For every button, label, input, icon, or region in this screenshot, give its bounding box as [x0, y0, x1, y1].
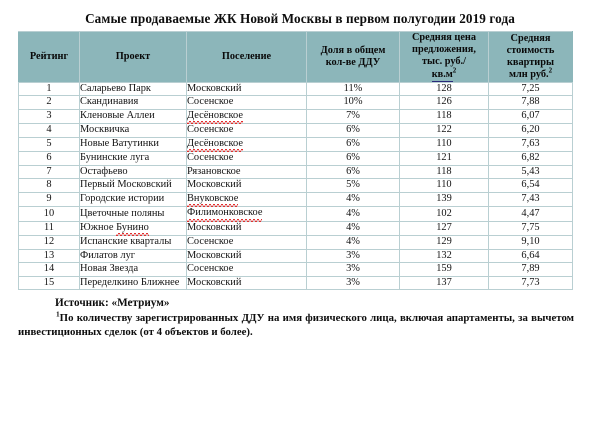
cell-project: Южное Бунино: [80, 221, 187, 235]
cell-settlement: Сосенское: [187, 236, 307, 249]
spellcheck-underline: Филимонковское: [187, 207, 262, 220]
cell-average-price: 102: [400, 207, 489, 221]
table-header-row: [19, 32, 573, 83]
cell-average-cost: 7,43: [489, 192, 573, 206]
cell-settlement: Московский: [187, 221, 307, 235]
cell-average-price: 137: [400, 276, 489, 289]
cell-rank: 1: [19, 82, 80, 95]
table-row: [19, 276, 573, 289]
cell-average-price: 121: [400, 152, 489, 165]
footnote: [0, 311, 600, 339]
cell-share: 5%: [307, 179, 400, 192]
cell-project: Бунинские луга: [80, 152, 187, 165]
cell-project: Цветочные поляны: [80, 207, 187, 221]
cell-share: 6%: [307, 165, 400, 178]
table-head: [19, 32, 573, 83]
cell-project: Первый Московский: [80, 179, 187, 192]
cell-settlement: [187, 192, 307, 206]
cell-share: 11%: [307, 82, 400, 95]
cell-settlement: Сосенское: [187, 96, 307, 109]
cell-settlement: Московский: [187, 179, 307, 192]
cell-average-price: 122: [400, 124, 489, 137]
cell-project: Городские истории: [80, 192, 187, 206]
price-header-line2: предложения,: [412, 44, 476, 56]
table-body: [19, 82, 573, 289]
table-row: [19, 124, 573, 137]
table-row: [19, 263, 573, 276]
cell-average-price: 159: [400, 263, 489, 276]
share-header-line2: кол-ве ДДУ: [325, 56, 381, 68]
cell-settlement: Сосенское: [187, 263, 307, 276]
cell-share: 7%: [307, 109, 400, 123]
cell-rank: 7: [19, 165, 80, 178]
cost-header-superscript: 2: [548, 66, 553, 75]
table-row: [19, 82, 573, 95]
spellcheck-underline: Десёновское: [187, 110, 243, 123]
rankings-table: [18, 31, 573, 290]
cell-share: 3%: [307, 263, 400, 276]
cell-project: Новые Ватутинки: [80, 137, 187, 151]
cell-project: Филатов луг: [80, 249, 187, 262]
table-row: [19, 152, 573, 165]
cell-rank: 6: [19, 152, 80, 165]
table-row: [19, 249, 573, 262]
cell-rank: 15: [19, 276, 80, 289]
cell-average-cost: 9,10: [489, 236, 573, 249]
cell-rank: 3: [19, 109, 80, 123]
cell-settlement: Сосенское: [187, 124, 307, 137]
cell-average-price: 110: [400, 179, 489, 192]
column-header-average-price: [400, 32, 489, 83]
cell-average-cost: 6,82: [489, 152, 573, 165]
spellcheck-underline: Внуковское: [187, 193, 238, 206]
cell-rank: 8: [19, 179, 80, 192]
cell-average-price: 128: [400, 82, 489, 95]
cell-average-price: 132: [400, 249, 489, 262]
cell-project: Саларьево Парк: [80, 82, 187, 95]
cell-average-price: 118: [400, 165, 489, 178]
cell-share: 10%: [307, 96, 400, 109]
cell-average-cost: 6,07: [489, 109, 573, 123]
cost-header-line1: Средняя: [510, 32, 551, 44]
cell-rank: 13: [19, 249, 80, 262]
table-row: [19, 137, 573, 151]
cell-settlement: Московский: [187, 276, 307, 289]
price-header-superscript: 2: [452, 66, 457, 75]
cell-average-cost: 7,63: [489, 137, 573, 151]
footnote-text: По количеству зарегистрированных ДДУ на имя физического лица, включая апартаменты, за вычетом инвестиционных сделок (от 4 объектов и более).: [18, 312, 574, 339]
cell-average-cost: 6,20: [489, 124, 573, 137]
spellcheck-underline: Бунино: [116, 222, 149, 235]
table-row: [19, 179, 573, 192]
cell-average-cost: 6,54: [489, 179, 573, 192]
page-title: Самые продаваемые ЖК Новой Москвы в первом полугодии 2019 года: [85, 11, 515, 26]
column-header-rank: Рейтинг: [19, 32, 80, 83]
price-header-line1: Средняя цена: [411, 32, 477, 44]
cell-rank: 10: [19, 207, 80, 221]
table-row: [19, 236, 573, 249]
share-header-line1: Доля в общем: [320, 44, 386, 56]
cell-settlement: [187, 109, 307, 123]
cell-share: 3%: [307, 276, 400, 289]
cell-share: 6%: [307, 124, 400, 137]
price-header-unit: кв.м: [432, 69, 453, 82]
cell-average-price: 127: [400, 221, 489, 235]
table-row: [19, 96, 573, 109]
table-row: [19, 207, 573, 221]
cost-header-unit: млн руб.: [508, 69, 549, 81]
cell-rank: 5: [19, 137, 80, 151]
cell-settlement: Московский: [187, 82, 307, 95]
table-row: [19, 221, 573, 235]
cell-project: Скандинавия: [80, 96, 187, 109]
cell-share: 3%: [307, 249, 400, 262]
cell-average-cost: 5,43: [489, 165, 573, 178]
cell-project: Кленовые Аллеи: [80, 109, 187, 123]
spellcheck-underline: Десёновское: [187, 138, 243, 151]
column-header-settlement: Поселение: [187, 32, 307, 83]
footnote-marker: 1: [56, 309, 60, 319]
cell-average-cost: 7,73: [489, 276, 573, 289]
cell-settlement: Сосенское: [187, 152, 307, 165]
cell-settlement: Московский: [187, 249, 307, 262]
cell-average-price: 129: [400, 236, 489, 249]
cell-average-cost: 7,25: [489, 82, 573, 95]
cell-average-cost: 4,47: [489, 207, 573, 221]
source-label: Источник: «Метриум»: [55, 297, 170, 309]
cell-rank: 11: [19, 221, 80, 235]
cell-share: 6%: [307, 152, 400, 165]
table-row: [19, 165, 573, 178]
cell-average-cost: 7,88: [489, 96, 573, 109]
cell-project: Переделкино Ближнее: [80, 276, 187, 289]
cell-average-price: 126: [400, 96, 489, 109]
cell-share: 6%: [307, 137, 400, 151]
cell-average-cost: 7,75: [489, 221, 573, 235]
cell-rank: 4: [19, 124, 80, 137]
cost-header-line2: стоимость: [506, 44, 555, 56]
table-row: [19, 109, 573, 123]
cell-share: 4%: [307, 221, 400, 235]
column-header-project: Проект: [80, 32, 187, 83]
table-container: [18, 31, 572, 290]
cell-average-price: 118: [400, 109, 489, 123]
cell-project: Москвичка: [80, 124, 187, 137]
cell-share: 4%: [307, 192, 400, 206]
cell-project: Новая Звезда: [80, 263, 187, 276]
cell-project: Остафьево: [80, 165, 187, 178]
cell-share: 4%: [307, 207, 400, 221]
column-header-average-cost: [489, 32, 573, 83]
cell-share: 4%: [307, 236, 400, 249]
cell-average-cost: 7,89: [489, 263, 573, 276]
cell-settlement: Рязановское: [187, 165, 307, 178]
cell-settlement: [187, 207, 307, 221]
cell-settlement: [187, 137, 307, 151]
cell-average-cost: 6,64: [489, 249, 573, 262]
cell-rank: 9: [19, 192, 80, 206]
cell-project: Испанские кварталы: [80, 236, 187, 249]
column-header-share: [307, 32, 400, 83]
cell-average-price: 110: [400, 137, 489, 151]
cost-header-line3: квартиры: [507, 56, 554, 68]
table-row: [19, 192, 573, 206]
cell-rank: 2: [19, 96, 80, 109]
cell-rank: 12: [19, 236, 80, 249]
price-header-line3: тыс. руб./: [421, 56, 466, 68]
cell-average-price: 139: [400, 192, 489, 206]
cell-rank: 14: [19, 263, 80, 276]
